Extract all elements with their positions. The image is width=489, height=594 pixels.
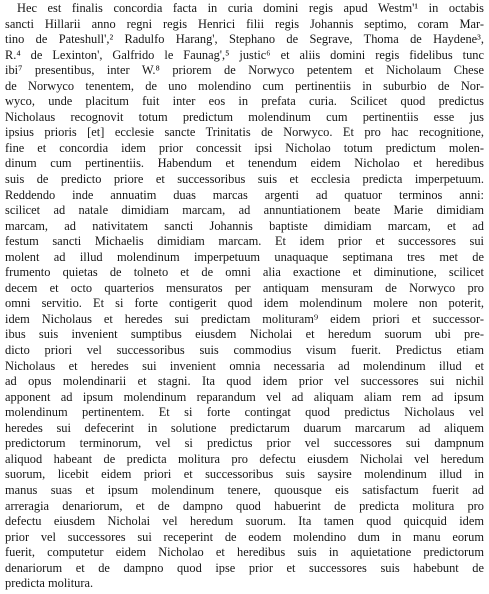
text-line: apponent ad ipsum molendinum reparandum vel ad aliquam aliam rem ad ipsum: [5, 389, 484, 404]
latin-text-block: [5, 1, 484, 592]
text-line: festum sancti Michaelis dimidiam marcam. Et idem prior et successores sui: [5, 234, 484, 249]
text-line: ad opus molendinarii et stagni. Ita quod idem prior vel successores sui nichil: [5, 374, 484, 389]
text-line: dinum cum pertinentiis. Habendum et tenendum eidem Nicholao et heredibus: [5, 156, 484, 171]
text-line: R.⁴ de Lexinton', Galfrido le Faunag',⁵ justic⁶ et aliis domini regis fidelibus tunc: [5, 47, 484, 62]
text-line: tino de Pateshull',² Radulfo Harang', Stephano de Segrave, Thoma de Haydene³,: [5, 32, 484, 47]
text-line: fine et concordia idem prior concessit ipsi Nicholao totum predictum molen-: [5, 140, 484, 155]
text-line: manus suas et ipsum molendinum tenere, quousque eis satisfactum fuerit ad: [5, 482, 484, 497]
text-line: wyco, unde placitum fuit inter eos in prefata curia. Scilicet quod predictus: [5, 94, 484, 109]
text-line: ibus suis invenient sumptibus eiusdem Nicholai et heredum suorum ubi pre-: [5, 327, 484, 342]
text-line: heredes sui defecerint in solutione predictarum duarum marcarum ad aliquem: [5, 420, 484, 435]
text-line: idem Nicholaus et heredes sui predictam molituram⁹ eidem priori et successor-: [5, 311, 484, 326]
text-line: aliquod habeant de predicta molitura pro defectu eiusdem Nicholai vel heredum: [5, 451, 484, 466]
text-line: prior vel successores sui receperint de eodem molendino dum in manu eorum: [5, 529, 484, 544]
text-line: de Norwyco tenentem, de uno molendino cum pertinentiis in suburbio de Nor-: [5, 78, 484, 93]
text-line: Nicholaus et heredes sui invenient omnia necessaria ad molendinum illud et: [5, 358, 484, 373]
text-line: arreragia denariorum, et de dampno quod habuerint de predicta molitura pro: [5, 498, 484, 513]
text-line: frumento quietas de tolneto et de omni alia exactione et diminutione, scilicet: [5, 265, 484, 280]
text-line: ibi⁷ presentibus, inter W.⁸ priorem de Norwyco petentem et Nicholaum Chese: [5, 63, 484, 78]
text-line: dicto priori vel successoribus suis commodius visum fuerit. Predictus etiam: [5, 343, 484, 358]
text-line: marcam, ad nativitatem sancti Johannis baptiste dimidiam marcam, et ad: [5, 218, 484, 233]
text-line: defectu eiusdem Nicholai vel heredum suorum. Ita tamen quod quicquid idem: [5, 514, 484, 529]
text-line-last: predicta molitura.: [5, 576, 94, 591]
text-line: molent ad illud molendinum imperpetuum unaquaque septimana tres met de: [5, 249, 484, 264]
text-line: Nicholaus recognovit totum predictum molendinum cum pertinentiis esse jus: [5, 109, 484, 124]
text-line: decem et octo quarterios mensuratos per antiquam mensuram de Norwyco pro: [5, 280, 484, 295]
text-line: suis de predicto priore et successoribus suis et ecclesia predicta imperpetuum.: [5, 172, 484, 187]
text-line: ipsius prioris [et] ecclesie sancte Trinitatis de Norwyco. Et pro hac recognitione,: [5, 125, 484, 140]
text-line: fuerit, computetur eidem Nicholao et heredibus suis in aquietatione predictorum: [5, 545, 484, 560]
text-line: denariorum et de dampno quod ipse prior et successores suis habebunt de: [5, 560, 484, 575]
text-line: molendinum pertinentem. Et si forte contingat quod predictus Nicholaus vel: [5, 405, 484, 420]
text-line: sancti Hillarii anno regni regis Henrici filii regis Johannis septimo, coram Mar-: [5, 16, 484, 31]
text-line: scilicet ad natale dimidiam marcam, ad annuntiationem beate Marie dimidiam: [5, 203, 484, 218]
text-line: predictorum terminorum, vel si predictus prior vel successores sui dampnum: [5, 436, 484, 451]
text-line: Hec est finalis concordia facta in curia domini regis apud Westm'¹ in octabis: [17, 1, 484, 15]
text-line: Reddendo inde annuatim duas marcas argenti ad quatuor terminos anni:: [5, 187, 484, 202]
text-line: omni servitio. Et si forte contigerit quod idem molendinum molere non poterit,: [5, 296, 484, 311]
text-line: suorum, licebit eidem priori et successoribus suis saysire molendinum illud in: [5, 467, 484, 482]
